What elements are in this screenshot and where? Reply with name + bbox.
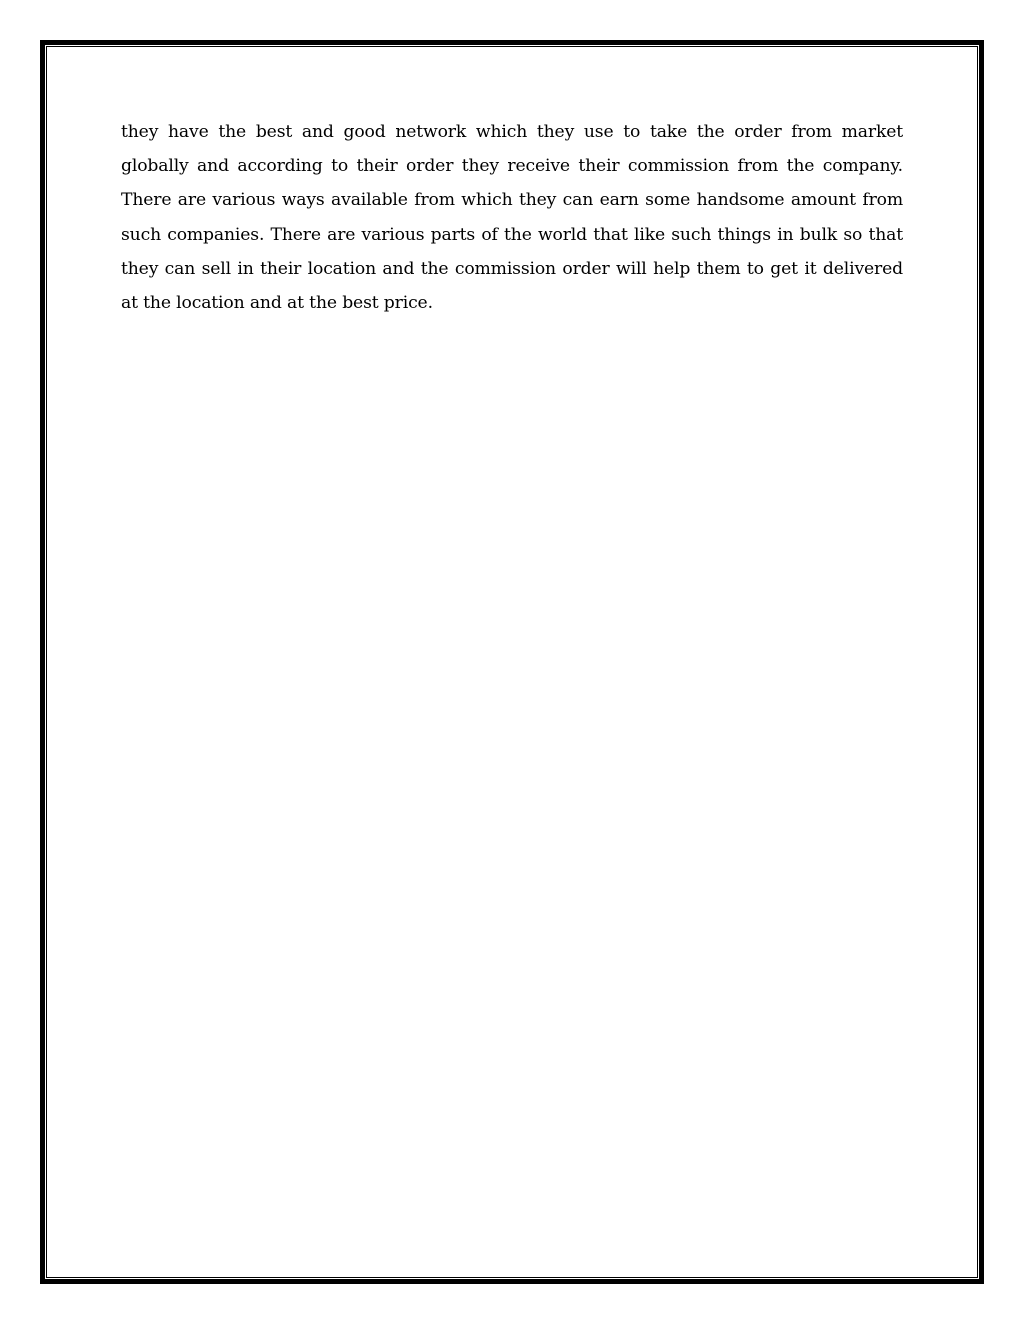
body-paragraph: they have the best and good network which they use to take the order from market globally and according to their order they receive their commission from the company. There are various ways available from which they can earn some handsome amount from such companies. There are various parts of the world that like such things in bulk so that they can sell in their location and the commission order will help them to get it delivered at the location and at the best price. xyxy=(121,122,903,314)
